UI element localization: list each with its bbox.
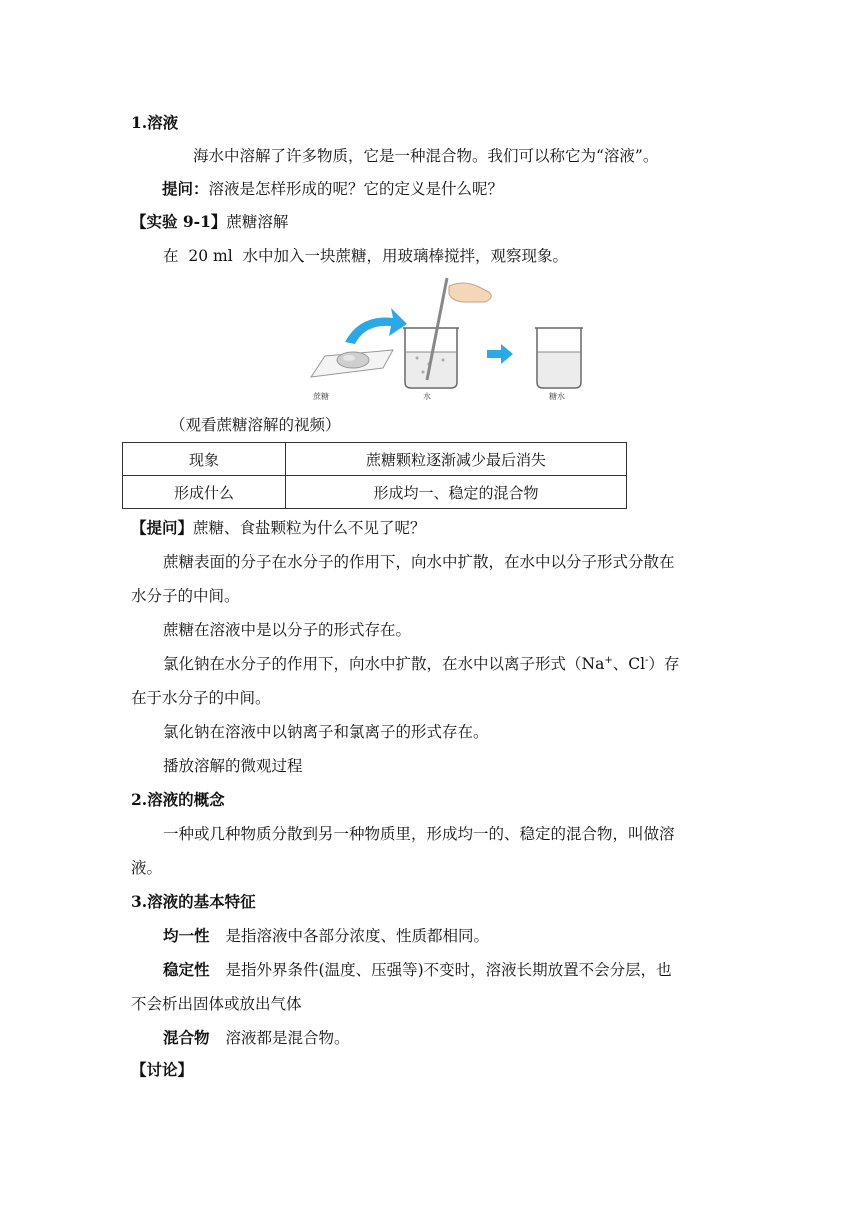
question-label: 【提问】: [131, 518, 194, 537]
video-note: （观看蔗糖溶解的视频）: [170, 416, 341, 434]
sugar-dissolving-figure: [305, 272, 587, 402]
question-2: [131, 518, 426, 538]
beaker-sugar-water: [535, 328, 583, 388]
feature-term: 混合物: [163, 1028, 210, 1047]
label-sugar: 蔗糖: [313, 392, 329, 401]
question-label: 提问：: [162, 179, 209, 198]
curved-arrow-icon: [345, 308, 407, 344]
label-water: 水: [423, 392, 431, 401]
question-1: [162, 179, 503, 199]
definition-line-2: 液。: [131, 859, 163, 877]
question-text: 蔗糖、食盐颗粒为什么不见了呢？: [193, 519, 426, 537]
table-cell: 现象: [123, 443, 286, 476]
feature-text: 是指溶液中各部分浓度、性质都相同。: [225, 927, 490, 945]
superscript: +: [604, 655, 613, 666]
section-heading-features: 3.溶液的基本特征: [131, 892, 256, 911]
table-row: [123, 476, 627, 509]
section-heading-solution: 1.溶液: [131, 113, 179, 132]
label-sugar-water: 糖水: [549, 392, 565, 401]
experiment-name: 蔗糖溶解: [226, 213, 289, 231]
table-cell: 蔗糖颗粒逐渐减少最后消失: [286, 443, 627, 476]
table-cell: 形成什么: [123, 476, 286, 509]
text-span: 、Cl: [612, 655, 646, 673]
paragraph-3-line-1: [163, 654, 679, 677]
feature-uniformity: [163, 926, 489, 946]
paragraph-2: 蔗糖在溶液中是以分子的形式存在。: [163, 621, 412, 639]
hand: [449, 283, 491, 302]
experiment-label: 【实验 9-1】: [131, 212, 227, 231]
feature-stability-line-2: 不会析出固体或放出气体: [131, 995, 302, 1013]
paragraph-1-line-1: 蔗糖表面的分子在水分子的作用下，向水中扩散，在水中以分子形式分散在: [163, 553, 675, 571]
question-text: 溶液是怎样形成的呢？它的定义是什么呢？: [208, 180, 504, 198]
discussion-heading: 【讨论】: [131, 1060, 194, 1079]
paragraph-5: 播放溶解的微观过程: [163, 757, 303, 775]
feature-text: 是指外界条件(温度、压强等)不变时，溶液长期放置不会分层，也: [225, 961, 672, 979]
table-cell: 形成均一、稳定的混合物: [286, 476, 627, 509]
feature-stability: [163, 960, 672, 980]
feature-term: 均一性: [163, 926, 210, 945]
feature-text: 溶液都是混合物。: [225, 1029, 350, 1047]
observation-table: [122, 442, 627, 509]
definition-line-1: 一种或几种物质分散到另一种物质里，形成均一的、稳定的混合物，叫做溶: [163, 825, 675, 843]
paragraph-1-line-2: 水分子的中间。: [131, 587, 240, 605]
feature-mixture: [163, 1028, 350, 1048]
paragraph-4: 氯化钠在溶液中以钠离子和氯离子的形式存在。: [163, 723, 489, 741]
table-row: [123, 443, 627, 476]
feature-term: 稳定性: [163, 960, 210, 979]
intro-paragraph: 海水中溶解了许多物质，它是一种混合物。我们可以称它为“溶液”。: [193, 147, 659, 165]
experiment-title: [131, 212, 288, 232]
section-heading-concept: 2.溶液的概念: [131, 790, 225, 809]
text-span: 氯化钠在水分子的作用下，向水中扩散，在水中以离子形式（Na: [163, 655, 605, 673]
paragraph-3-line-2: 在于水分子的中间。: [131, 689, 271, 707]
arrow-right-icon: [487, 344, 513, 364]
superscript: -: [645, 655, 649, 666]
experiment-description: 在 20 ml 水中加入一块蔗糖，用玻璃棒搅拌，观察现象。: [163, 247, 569, 265]
text-span: ）存: [648, 655, 680, 673]
